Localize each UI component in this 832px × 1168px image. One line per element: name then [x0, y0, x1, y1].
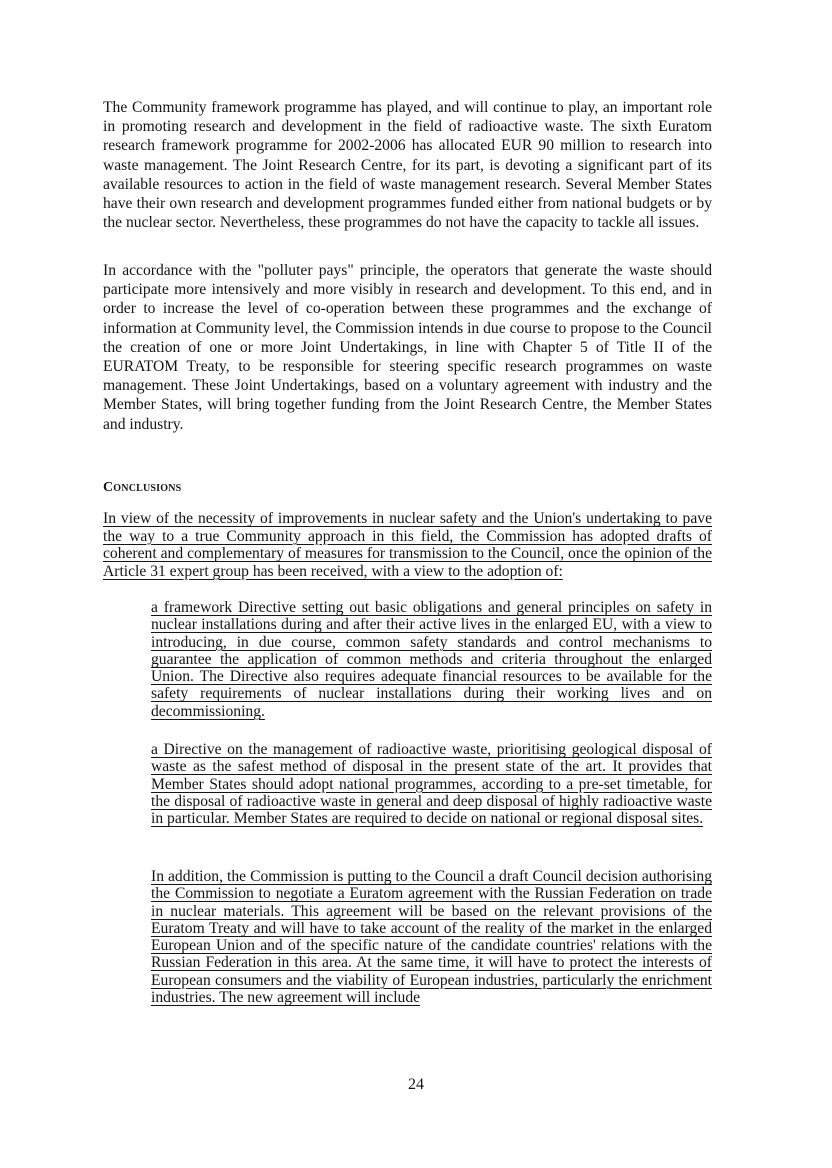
conclusions-item-russia-agreement [151, 868, 712, 1006]
paragraph-polluter-pays: In accordance with the "polluter pays" principle, the operators that generate the waste should participate more intensively and more visibly in research and development. To this end, and in order to increase the level of co-operation between these programmes and the exchange of information at Community level, the Commission intends in due course to propose to the Council the creation of one or more Joint Undertakings, in line with Chapter 5 of Title II of the EURATOM Treaty, to be responsible for steering specific research programmes on waste management. These Joint Undertakings, based on a voluntary agreement with industry and the Member States, will bring together funding from the Joint Research Centre, the Member States and industry. [103, 262, 712, 433]
conclusions-item-safety-directive [151, 599, 712, 720]
page-number: 24 [408, 1076, 424, 1093]
conclusions-item-text: a framework Directive setting out basic obligations and general principles on safety in nuclear installations during and after their active lives in the enlarged EU, with a view to introducing, in due course, common safety standards and control mechanisms to guarantee the application of common methods and criteria throughout the enlarged Union. The Directive also requires adequate financial resources to be available for the safety requirements of nuclear installations during their working lives and on decommissioning. [151, 599, 712, 720]
conclusions-heading: Conclusions [103, 480, 182, 495]
conclusions-item-text: a Directive on the management of radioactive waste, prioritising geological disposal of waste as the safest method of disposal in the present state of the art. It provides that Member States should adopt national programmes, according to a pre-set timetable, for the disposal of radioactive waste in general and deep disposal of highly radioactive waste in particular. Member States are required to decide on national or regional disposal sites. [151, 741, 712, 828]
conclusions-intro-paragraph [103, 510, 712, 580]
paragraph-framework-programme: The Community framework programme has played, and will continue to play, an important role in promoting research and development in the field of radioactive waste. The sixth Euratom research framework programme for 2002-2006 has allocated EUR 90 million to research into waste management. The Joint Research Centre, for its part, is devoting a significant part of its available resources to action in the field of waste management research. Several Member States have their own research and development programmes funded either from national budgets or by the nuclear sector. Nevertheless, these programmes do not have the capacity to tackle all issues. [103, 99, 712, 232]
conclusions-intro-text: In view of the necessity of improvements in nuclear safety and the Union's undertaking to pave the way to a true Community approach in this field, the Commission has adopted drafts of coherent and complementary of measures for transmission to the Council, once the opinion of the Article 31 expert group has been received, with a view to the adoption of: [103, 510, 712, 580]
conclusions-item-waste-directive [151, 741, 712, 827]
conclusions-item-text: In addition, the Commission is putting to the Council a draft Council decision authorising the Commission to negotiate a Euratom agreement with the Russian Federation on trade in nuclear materials. This agreement will be based on the relevant provisions of the Euratom Treaty and will have to take account of the reality of the market in the enlarged European Union and of the specific nature of the candidate countries' relations with the Russian Federation in this area. At the same time, it will have to protect the interests of European consumers and the viability of European industries, particularly the enrichment industries. The new agreement will include [151, 868, 712, 1007]
